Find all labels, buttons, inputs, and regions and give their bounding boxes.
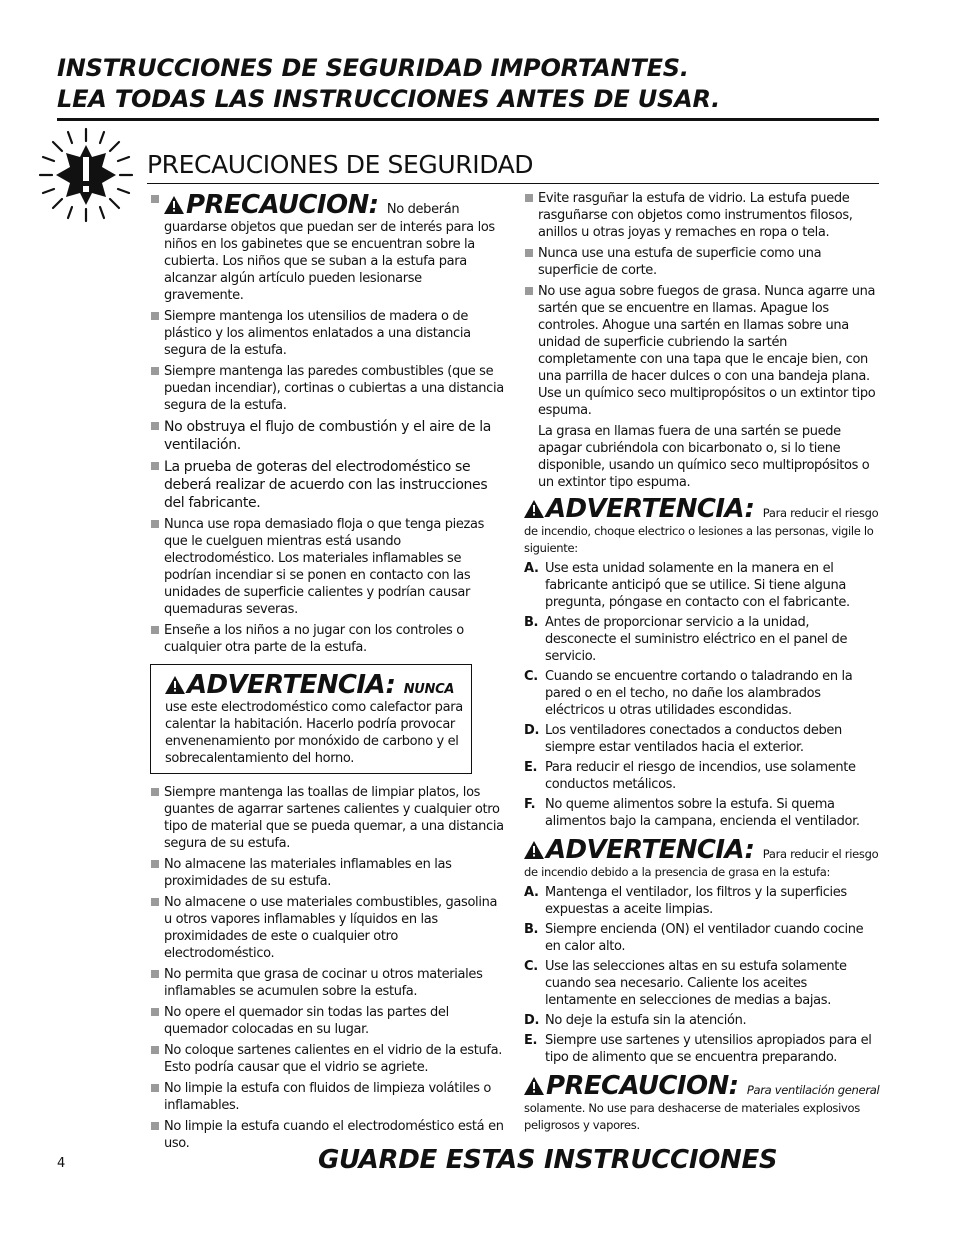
safety-bullet: Enseñe a los niños a no jugar con los controles o cualquier otra parte de la estufa. bbox=[150, 622, 505, 656]
warning-triangle-icon bbox=[164, 196, 184, 214]
list-text: Siempre use sartenes y utensilios apropiados para el tipo de alimento que se encuentra preparando. bbox=[545, 1033, 872, 1065]
warning-block-1 bbox=[524, 495, 880, 557]
list-item bbox=[524, 614, 880, 665]
warning-signal bbox=[524, 835, 763, 865]
precaution-text: No deberán guardarse objetos que puedan ser de interés para los niños en los gabinetes que se encuentran sobre la cubierta. Los niños que se suban a la estufa para alcanzar algún artículo pueden lesionarse gravemente. bbox=[164, 202, 495, 303]
list-text: No deje la estufa sin la atención. bbox=[545, 1013, 747, 1028]
list-text: Siempre encienda (ON) el ventilador cuando cocine en calor alto. bbox=[545, 922, 864, 954]
list-letter: A. bbox=[524, 885, 539, 900]
warning-label: ADVERTENCIA: bbox=[546, 494, 755, 524]
exclamation-burst-icon bbox=[38, 127, 134, 223]
header-line-1: INSTRUCCIONES DE SEGURIDAD IMPORTANTES. bbox=[57, 54, 689, 82]
precaution-signal bbox=[164, 190, 387, 220]
header-line-2: LEA TODAS LAS INSTRUCCIONES ANTES DE USAR. bbox=[57, 85, 721, 113]
section-title: PRECAUCIONES DE SEGURIDAD bbox=[147, 150, 534, 179]
list-text: Antes de proporcionar servicio a la unidad, desconecte el suministro eléctrico en el panel de servicio. bbox=[545, 615, 848, 664]
safety-bullet: No almacene o use materiales combustibles, gasolina u otros vapores inflamables y líquidos en las proximidades de este o cualquier otro electrodoméstico. bbox=[150, 894, 505, 962]
safety-bullet: No obstruya el flujo de combustión y el aire de la ventilación. bbox=[150, 418, 505, 454]
list-item bbox=[524, 1012, 880, 1029]
list-item bbox=[524, 958, 880, 1009]
list-item bbox=[524, 722, 880, 756]
list-letter: C. bbox=[524, 959, 538, 974]
warning-label: ADVERTENCIA: bbox=[546, 835, 755, 865]
safety-bullet: No use agua sobre fuegos de grasa. Nunca agarre una sartén que se encuentre en llamas. Apague los controles. Ahogue una sartén en llamas sobre una unidad de superficie cubriendo la sartén completamente con una tapa que le encaje bien, con una parrilla de hacer dulces o con una bandeja plana. Use un químico seco multipropósitos o un extintor tipo espuma. bbox=[524, 283, 880, 419]
safety-bullet: No coloque sartenes calientes en el vidrio de la estufa. Esto podría causar que el vidrio se agriete. bbox=[150, 1042, 505, 1076]
list-letter: B. bbox=[524, 615, 539, 630]
warning-intro: Para reducir el riesgo de incendio debido a la presencia de grasa en la estufa: bbox=[524, 847, 879, 879]
page-header bbox=[57, 53, 720, 115]
list-text: Cuando se encuentre cortando o taladrando en la pared o en el techo, no dañe los alambrados eléctricos u otras utilidades escondidas. bbox=[545, 669, 853, 718]
warning-box bbox=[150, 664, 472, 774]
safety-bullet: La prueba de goteras del electrodoméstico se deberá realizar de acuerdo con las instrucciones del fabricante. bbox=[150, 458, 505, 512]
safety-bullet: Siempre mantenga las toallas de limpiar platos, los guantes de agarrar sartenes calientes y cualquier otro tipo de material que se pueda quemar, a una distancia segura de su estufa. bbox=[150, 784, 505, 852]
list-text: Mantenga el ventilador, los filtros y la superficies expuestas a aceite limpias. bbox=[545, 885, 847, 917]
list-item bbox=[524, 796, 880, 830]
list-letter: A. bbox=[524, 561, 539, 576]
list-item bbox=[524, 1032, 880, 1066]
list-letter: E. bbox=[524, 1033, 538, 1048]
safety-bullet: Evite rasguñar la estufa de vidrio. La estufa puede rasguñarse con objetos como instrumentos filosos, anillos u otras joyas y remaches en ropa o tela. bbox=[524, 190, 880, 241]
warning-box-text: use este electrodoméstico como calefactor para calentar la habitación. Hacerlo podría provocar envenenamiento por monóxido de carbono y el sobrecalentamiento del horno. bbox=[165, 700, 463, 766]
footer-title: GUARDE ESTAS INSTRUCCIONES bbox=[318, 1145, 778, 1175]
section-rule bbox=[147, 183, 879, 184]
page-number: 4 bbox=[57, 1156, 66, 1171]
list-text: Los ventiladores conectados a conductos deben siempre estar ventilados hacia el exterior. bbox=[545, 723, 842, 755]
caution-signal bbox=[524, 1071, 747, 1101]
list-text: Use las selecciones altas en su estufa solamente cuando sea necesario. Caliente los aceites lentamente en selecciones de medias a bajas. bbox=[545, 959, 847, 1008]
list-item bbox=[524, 759, 880, 793]
grease-fire-paragraph: La grasa en llamas fuera de una sartén se puede apagar cubriéndola con bicarbonato o, si lo tiene disponible, usando un químico seco multipropósitos o un extintor tipo espuma. bbox=[538, 424, 870, 490]
safety-bullet: No opere el quemador sin todas las partes del quemador colocadas en su lugar. bbox=[150, 1004, 505, 1038]
list-text: No queme alimentos sobre la estufa. Si quema alimentos bajo la campana, encienda el ventilador. bbox=[545, 797, 860, 829]
warning-label: ADVERTENCIA: bbox=[187, 670, 396, 700]
warning-triangle-icon bbox=[524, 500, 544, 518]
precaution-label: PRECAUCION: bbox=[186, 190, 379, 220]
header-rule bbox=[57, 118, 879, 121]
warning-triangle-icon bbox=[165, 676, 185, 694]
right-column bbox=[524, 190, 880, 1134]
warning-sub: NUNCA bbox=[403, 682, 455, 697]
warning-signal bbox=[524, 494, 763, 524]
warning-signal bbox=[165, 670, 404, 700]
safety-bullet: Siempre mantenga las paredes combustibles (que se puedan incendiar), cortinas o cubiertas a una distancia segura de la estufa. bbox=[150, 363, 505, 414]
list-letter: C. bbox=[524, 669, 538, 684]
safety-bullet: No permita que grasa de cocinar u otros materiales inflamables se acumulen sobre la estufa. bbox=[150, 966, 505, 1000]
safety-bullet: Siempre mantenga los utensilios de madera o de plástico y los alimentos enlatados a una distancia segura de la estufa. bbox=[150, 308, 505, 359]
list-letter: F. bbox=[524, 797, 536, 812]
list-item bbox=[524, 921, 880, 955]
safety-bullet: No limpie la estufa cuando el electrodoméstico está en uso. bbox=[150, 1118, 505, 1152]
left-column bbox=[150, 191, 505, 1156]
caution-label: PRECAUCION: bbox=[546, 1071, 739, 1101]
caution-text: solamente. No use para deshacerse de materiales explosivos peligrosos y vapores. bbox=[524, 1101, 860, 1132]
list-letter: D. bbox=[524, 723, 540, 738]
list-item bbox=[524, 884, 880, 918]
precaution-item bbox=[150, 191, 505, 304]
warning-block-2 bbox=[524, 836, 880, 881]
list-text: Use esta unidad solamente en la manera en el fabricante anticipó que se utilice. Si tiene alguna pregunta, póngase en contacto con el fabricante. bbox=[545, 561, 850, 610]
safety-bullet: Nunca use ropa demasiado floja o que tenga piezas que le cuelguen mientras está usando electrodoméstico. Los materiales inflamables se podrían incendiar si se ponen en contacto con las unidades de superficie calientes y podrían causar quemaduras severas. bbox=[150, 516, 505, 618]
warning-triangle-icon bbox=[524, 841, 544, 859]
safety-bullet: No almacene las materiales inflamables en las proximidades de su estufa. bbox=[150, 856, 505, 890]
warning-triangle-icon bbox=[524, 1077, 544, 1095]
list-item bbox=[524, 668, 880, 719]
safety-bullet: Nunca use una estufa de superficie como una superficie de corte. bbox=[524, 245, 880, 279]
warning-intro: Para reducir el riesgo de incendio, choque electrico o lesiones a las personas, vigile lo siguiente: bbox=[524, 506, 879, 555]
caution-block-2 bbox=[524, 1072, 880, 1134]
list-letter: D. bbox=[524, 1013, 540, 1028]
list-letter: B. bbox=[524, 922, 539, 937]
list-text: Para reducir el riesgo de incendios, use solamente conductos metálicos. bbox=[545, 760, 856, 792]
caution-lead: Para ventilación general bbox=[746, 1083, 880, 1097]
list-letter: E. bbox=[524, 760, 538, 775]
safety-bullet: No limpie la estufa con fluidos de limpieza volátiles o inflamables. bbox=[150, 1080, 505, 1114]
list-item bbox=[524, 560, 880, 611]
